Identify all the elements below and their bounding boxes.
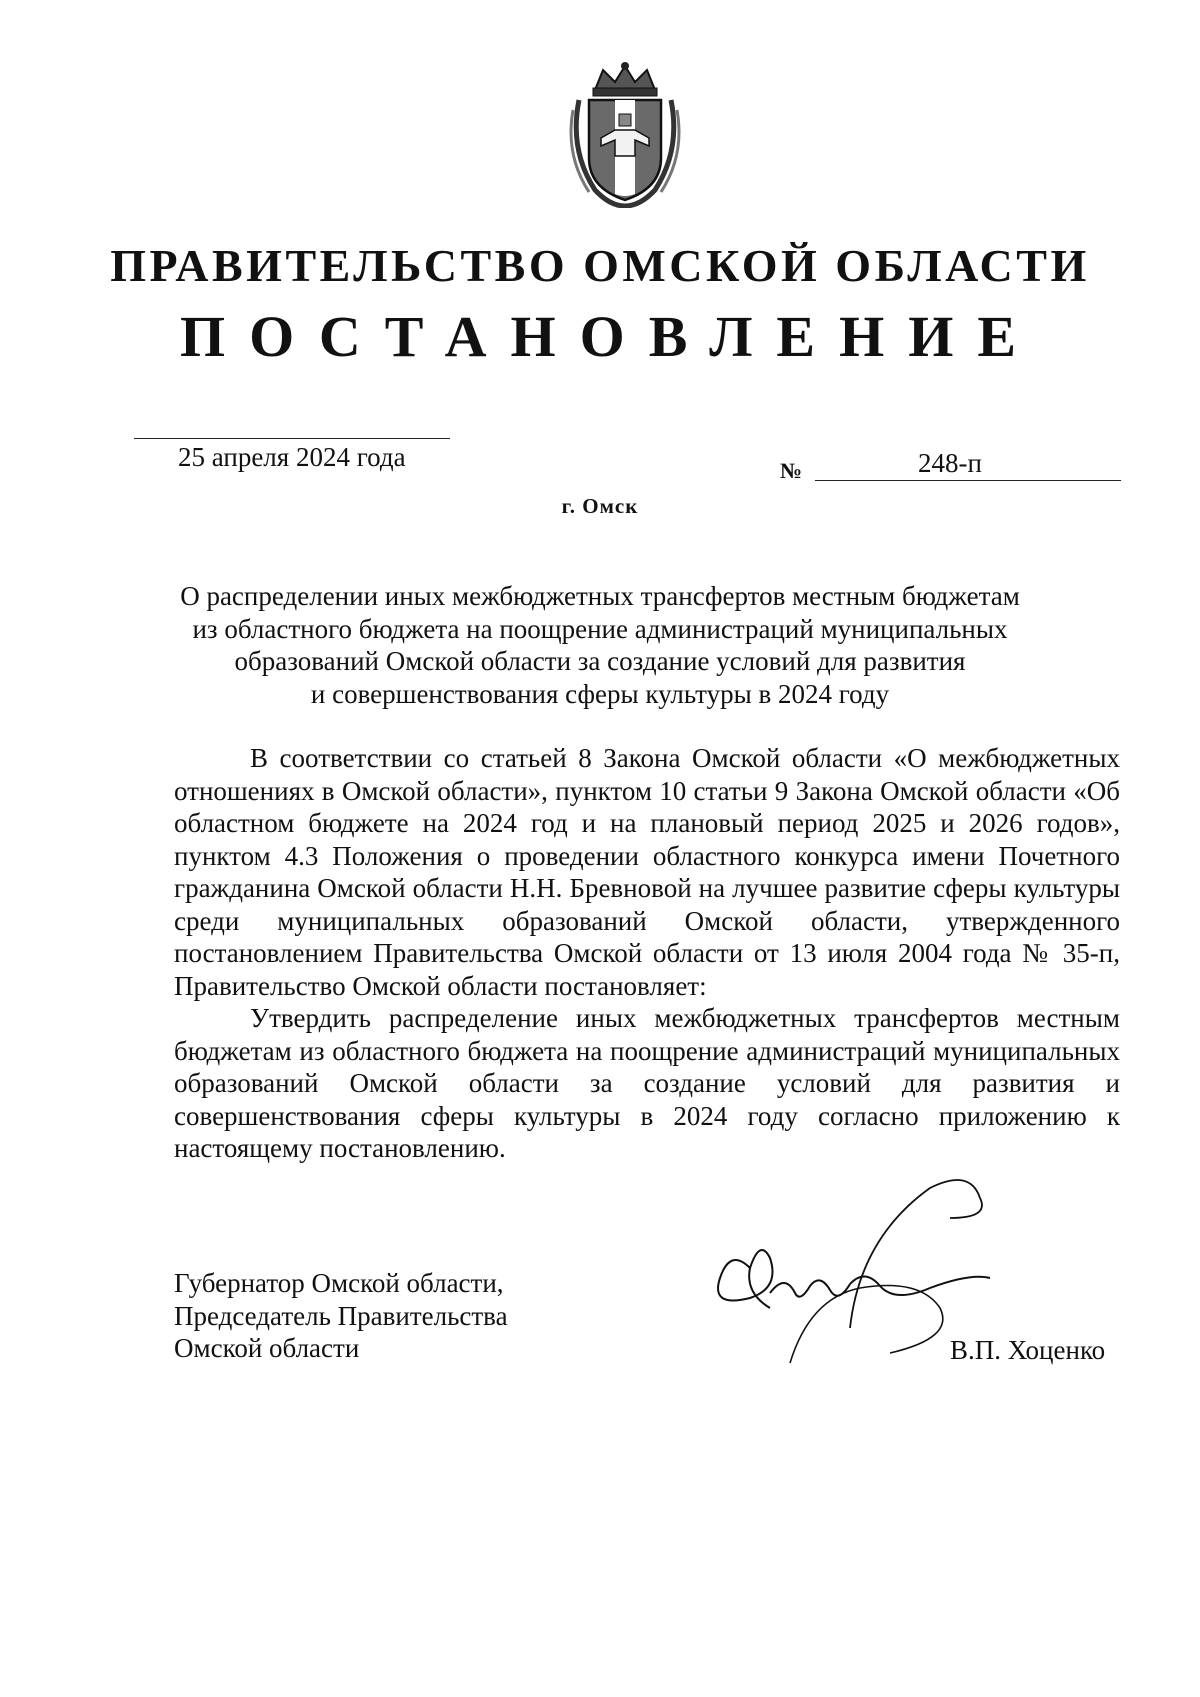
document-type-title: ПОСТАНОВЛЕНИЕ	[179, 304, 1041, 369]
number-underline	[815, 480, 1121, 481]
signatory-title-line: Омской области	[174, 1333, 360, 1363]
document-subject	[150, 580, 1050, 710]
signatory-name: В.П. Хоценко	[950, 1335, 1106, 1365]
city-label: г. Омск	[561, 494, 639, 518]
body-paragraph: Утвердить распределение иных межбюджетных трансфертов местным бюджетам из областного бюджета на поощрение администраций муниципальных образований Омской области за создание условий для развития и совершенствования сферы культуры в 2024 году согласно приложению к настоящему постановлению.	[174, 1003, 1120, 1163]
signatory-title-line: Председатель Правительства	[174, 1300, 508, 1331]
document-number: 248-п	[918, 448, 982, 478]
document-body	[174, 742, 1120, 1165]
signatory-title	[174, 1267, 508, 1365]
subject-line: из областного бюджета на поощрение администраций муниципальных	[192, 613, 1008, 644]
subject-line: образований Омской области за создание условий для развития	[234, 646, 966, 676]
body-paragraph: В соответствии со статьей 8 Закона Омской области «О межбюджетных отношениях в Омской области», пунктом 10 статьи 9 Закона Омской области «Об областном бюджете на 2024 год и на плановый период 2025 и 2026 годов», пунктом 4.3 Положения о проведении областного конкурса имени Почетного гражданина Омской области Н.Н. Бревновой на лучшее развитие сферы культуры среди муниципальных образований Омской области, утвержденного постановлением Правительства Омской области от 13 июля 2004 года № 35-п, Правительство Омской области постановляет:	[174, 743, 1120, 1001]
document-date: 25 апреля 2024 года	[178, 442, 406, 472]
signatory-title-line: Губернатор Омской области,	[174, 1268, 504, 1298]
date-underline	[134, 438, 450, 439]
subject-line: О распределении иных межбюджетных трансфертов местным бюджетам	[180, 581, 1020, 611]
government-title: ПРАВИТЕЛЬСТВО ОМСКОЙ ОБЛАСТИ	[110, 240, 1090, 291]
subject-line: и совершенствования сферы культуры в 2024 году	[310, 678, 890, 709]
coat-of-arms-icon	[565, 60, 685, 208]
number-sign: №	[780, 458, 803, 483]
